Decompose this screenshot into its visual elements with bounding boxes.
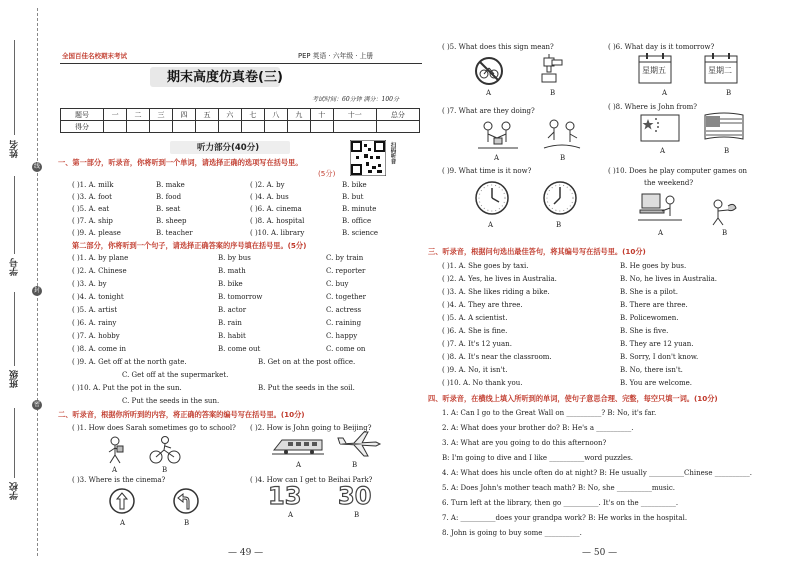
question-option: C. buy — [326, 280, 349, 288]
option-a-label: A — [662, 89, 668, 97]
question-text: ( )3. Where is the cinema? — [72, 476, 166, 484]
question-option: B. No, he lives in Australia. — [620, 275, 717, 283]
seal-mark: 封 — [33, 287, 40, 294]
question-option: ( )2. A. Chinese — [72, 267, 127, 275]
fill-in-sentence: 7. A: __________does your grandpa work? B: He works in the hospital. — [442, 514, 688, 522]
option-a-label: A — [112, 466, 118, 474]
option-b-label: B — [184, 519, 190, 527]
qr-label: 扫码听音 — [389, 142, 396, 164]
question-option: B. seat — [156, 205, 181, 213]
class-label: 班级 — [10, 370, 20, 388]
china-flag-image — [640, 114, 680, 142]
option-b-label: B — [724, 147, 730, 155]
question-option: ( )5. A. A scientist. — [442, 314, 508, 322]
people-activity-b-image — [542, 116, 582, 150]
question-option: C. together — [326, 293, 367, 301]
qr-code[interactable] — [350, 140, 386, 176]
question-option: C. Put the seeds in the sun. — [122, 397, 220, 405]
question-text: ( )5. What does this sign mean? — [442, 43, 554, 51]
walking-child-image — [100, 436, 130, 464]
question-option: ( )8. A. It's near the classroom. — [442, 353, 552, 361]
question-option: ( )9. A. please — [72, 229, 121, 237]
option-a-label: A — [486, 89, 492, 97]
bus-number-30: 30 — [338, 482, 372, 510]
option-b-label: B — [722, 229, 728, 237]
question-option: ( )1. A. She goes by taxi. — [442, 262, 529, 270]
question-option: ( )9. A. No, it isn't. — [442, 366, 508, 374]
score-col: 一 — [104, 109, 127, 121]
question-text: ( )10. Does he play computer games on — [608, 167, 748, 175]
question-option: B. Sorry, I don't know. — [620, 353, 699, 361]
score-col: 十 — [310, 109, 333, 121]
binding-margin — [0, 0, 46, 564]
question-option: B. She is a pilot. — [620, 288, 678, 296]
question-option: C. raining — [326, 319, 362, 327]
option-a-label: A — [494, 154, 500, 162]
score-col: 四 — [172, 109, 195, 121]
question-option: ( )3. A. foot — [72, 193, 112, 201]
question-option: ( )3. A. She likes riding a bike. — [442, 288, 550, 296]
question-option: ( )7. A. ship — [72, 217, 113, 225]
score-table-score-row — [61, 121, 420, 133]
question-text: ( )2. How is John going to Beijing? — [250, 424, 372, 432]
question-option: C. reporter — [326, 267, 366, 275]
edition-label: PEP 英语 · 六年级 · 上册 — [298, 52, 374, 60]
fill-in-sentence: 4. A: What does his uncle often do at night? B: He usually __________Chinese __________. — [442, 469, 752, 477]
question-option: ( )2. A. Yes, he lives in Australia. — [442, 275, 557, 283]
question-option: C. come on — [326, 345, 366, 353]
question-option: ( )1. A. by plane — [72, 254, 129, 262]
option-a-label: A — [658, 229, 664, 237]
calendar-day-text: 星期五 — [642, 66, 666, 75]
question-option: C. Get off at the supermarket. — [122, 371, 229, 379]
question-option: B. rain — [218, 319, 242, 327]
question-option: ( )10. A. No thank you. — [442, 379, 523, 387]
bus-number-13: 13 — [268, 482, 302, 510]
header-rule — [60, 63, 422, 64]
question-option: ( )6. A. rainy — [72, 319, 117, 327]
section1-heading: 一、第一部分，听录音，你将听到一个单词，请选择正确的选项写在括号里。 — [58, 158, 303, 167]
question-text: ( )4. How can I get to Beihai Park? — [250, 476, 373, 484]
no-cycling-sign-image — [474, 56, 504, 86]
tap-sign-image — [538, 54, 566, 86]
question-option: ( )8. A. come in — [72, 345, 126, 353]
question-option: ( )5. A. artist — [72, 306, 118, 314]
option-b-label: B — [354, 511, 360, 519]
question-option: B. come out — [218, 345, 261, 353]
question-option: B. teacher — [156, 229, 193, 237]
question-option: B. tomorrow — [218, 293, 263, 301]
question-text: the weekend? — [644, 179, 694, 187]
series-label: 全国百佳名校期末考试 — [62, 52, 127, 60]
question-option: B. She is five. — [620, 327, 669, 335]
question-option: B. by bus — [218, 254, 251, 262]
score-col: 九 — [287, 109, 310, 121]
page-number-right: — 50 — — [582, 548, 618, 558]
turn-left-sign-image — [172, 487, 200, 515]
question-option: B. You are welcome. — [620, 379, 692, 387]
question-option: ( )3. A. by — [72, 280, 107, 288]
question-option: B. make — [156, 181, 185, 189]
question-option: B. food — [156, 193, 182, 201]
exam-meta: 考试时间：60分钟 满分：100分 — [312, 96, 399, 103]
question-option: C. happy — [326, 332, 358, 340]
people-activity-a-image — [478, 118, 518, 150]
clock-b-image — [542, 180, 578, 216]
question-option: ( )7. A. hobby — [72, 332, 120, 340]
question-option: B. sheep — [156, 217, 187, 225]
section2-heading: 二、听录音，根据你所听到的内容，将正确的答案的编号写在括号里。(10分) — [58, 410, 305, 419]
option-a-label: A — [288, 511, 294, 519]
score-col: 七 — [241, 109, 264, 121]
question-option: B. No, there isn't. — [620, 366, 683, 374]
question-option: ( )10. A. library — [250, 229, 305, 237]
question-option: B. Policewomen. — [620, 314, 679, 322]
option-b-label: B — [162, 466, 168, 474]
us-flag-image — [704, 112, 744, 144]
seal-mark: 密 — [33, 401, 40, 408]
fill-in-sentence: B: I'm going to dive and I like __________word puzzles. — [442, 454, 634, 462]
question-option: ( )4. A. They are three. — [442, 301, 523, 309]
score-col: 二 — [127, 109, 150, 121]
score-col-label: 题号 — [61, 109, 104, 121]
question-option: C. by train — [326, 254, 364, 262]
question-text: ( )6. What day is it tomorrow? — [608, 43, 715, 51]
student-id-label: 学号 — [10, 258, 20, 276]
name-line — [14, 40, 15, 135]
option-a-label: A — [296, 461, 302, 469]
section3-heading: 三、听录音，根据问句选出最佳答句，将其编号写在括号里。(10分) — [428, 247, 646, 256]
fill-in-sentence: 5. A: Does John's mother teach math? B: No, she __________music. — [442, 484, 675, 492]
option-a-label: A — [120, 519, 126, 527]
question-option: ( )10. A. Put the pot in the sun. — [72, 384, 182, 392]
question-option: B. science — [342, 229, 379, 237]
score-table — [60, 108, 420, 133]
option-b-label: B — [352, 461, 358, 469]
question-option: ( )2. A. by — [250, 181, 285, 189]
question-option: B. Put the seeds in the soil. — [258, 384, 355, 392]
option-b-label: B — [726, 89, 732, 97]
question-option: B. Get on at the post office. — [258, 358, 356, 366]
fill-in-sentence: 6. Turn left at the library, then go __________. It's on the __________. — [442, 499, 679, 507]
score-row-label: 得分 — [61, 121, 104, 133]
class-line — [14, 292, 15, 366]
school-line — [14, 408, 15, 478]
question-option: ( )9. A. Get off at the north gate. — [72, 358, 187, 366]
question-text: ( )9. What time is it now? — [442, 167, 532, 175]
question-option: B. actor — [218, 306, 247, 314]
question-text: ( )1. How does Sarah sometimes go to school? — [72, 424, 236, 432]
clock-a-image — [474, 180, 510, 216]
section1-score: (5分) — [318, 169, 336, 178]
question-option: B. They are 12 yuan. — [620, 340, 694, 348]
question-option: B. minute — [342, 205, 377, 213]
question-option: ( )4. A. tonight — [72, 293, 124, 301]
fill-in-sentence: 8. John is going to buy some __________. — [442, 529, 582, 537]
train-image — [272, 432, 324, 458]
page-number-left: — 49 — — [228, 548, 264, 558]
section4-heading: 四、听录音，在横线上填入所听到的单词，使句子意思合理、完整，每空只填一词。(10分) — [428, 394, 718, 403]
fill-in-sentence: 3. A: What are you going to do this afternoon? — [442, 439, 607, 447]
question-option: B. office — [342, 217, 372, 225]
go-straight-sign-image — [108, 487, 136, 515]
option-b-label: B — [556, 221, 562, 229]
option-a-label: A — [488, 221, 494, 229]
question-option: C. actress — [326, 306, 362, 314]
name-label: 姓名 — [10, 140, 20, 158]
score-col: 六 — [218, 109, 241, 121]
question-option: B. There are three. — [620, 301, 688, 309]
fill-in-sentence: 1. A: Can I go to the Great Wall on __________? B: No, it's far. — [442, 409, 657, 417]
question-option: ( )6. A. She is fine. — [442, 327, 508, 335]
question-text: ( )8. Where is John from? — [608, 103, 698, 111]
listening-title: 听力部分(40分) — [197, 143, 260, 153]
question-option: B. but — [342, 193, 364, 201]
question-option: B. math — [218, 267, 246, 275]
question-option: B. bike — [342, 181, 367, 189]
question-option: ( )1. A. milk — [72, 181, 114, 189]
question-option: B. He goes by bus. — [620, 262, 687, 270]
score-col: 三 — [150, 109, 173, 121]
fill-in-sentence: 2. A: What does your brother do? B: He's a __________. — [442, 424, 634, 432]
score-table-header-row — [61, 109, 420, 121]
score-col: 十一 — [333, 109, 376, 121]
binding-dashed-line — [37, 8, 38, 556]
student-id-line — [14, 176, 15, 254]
page-title: 期末高度仿真卷(三) — [167, 70, 283, 85]
question-option: ( )8. A. hospital — [250, 217, 305, 225]
score-col: 八 — [264, 109, 287, 121]
score-col-total: 总分 — [376, 109, 419, 121]
school-label: 学校 — [10, 482, 20, 500]
computer-game-image — [638, 190, 682, 224]
option-b-label: B — [550, 89, 556, 97]
question-option: ( )7. A. It's 12 yuan. — [442, 340, 512, 348]
question-text: ( )7. What are they doing? — [442, 107, 535, 115]
seal-mark: 线 — [33, 163, 40, 170]
section1b-heading: 第二部分，你将听到一个句子，请选择正确答案的序号填在括号里。(5分) — [72, 241, 307, 250]
score-col: 五 — [195, 109, 218, 121]
option-b-label: B — [560, 154, 566, 162]
question-option: B. habit — [218, 332, 246, 340]
question-option: B. bike — [218, 280, 243, 288]
cyclist-image — [148, 436, 182, 464]
plane-image — [336, 430, 382, 458]
question-option: ( )5. A. eat — [72, 205, 110, 213]
question-option: ( )4. A. bus — [250, 193, 289, 201]
calendar-day-text: 星期二 — [708, 66, 732, 75]
option-a-label: A — [660, 147, 666, 155]
question-option: ( )6. A. cinema — [250, 205, 302, 213]
gardening-image — [704, 196, 740, 226]
